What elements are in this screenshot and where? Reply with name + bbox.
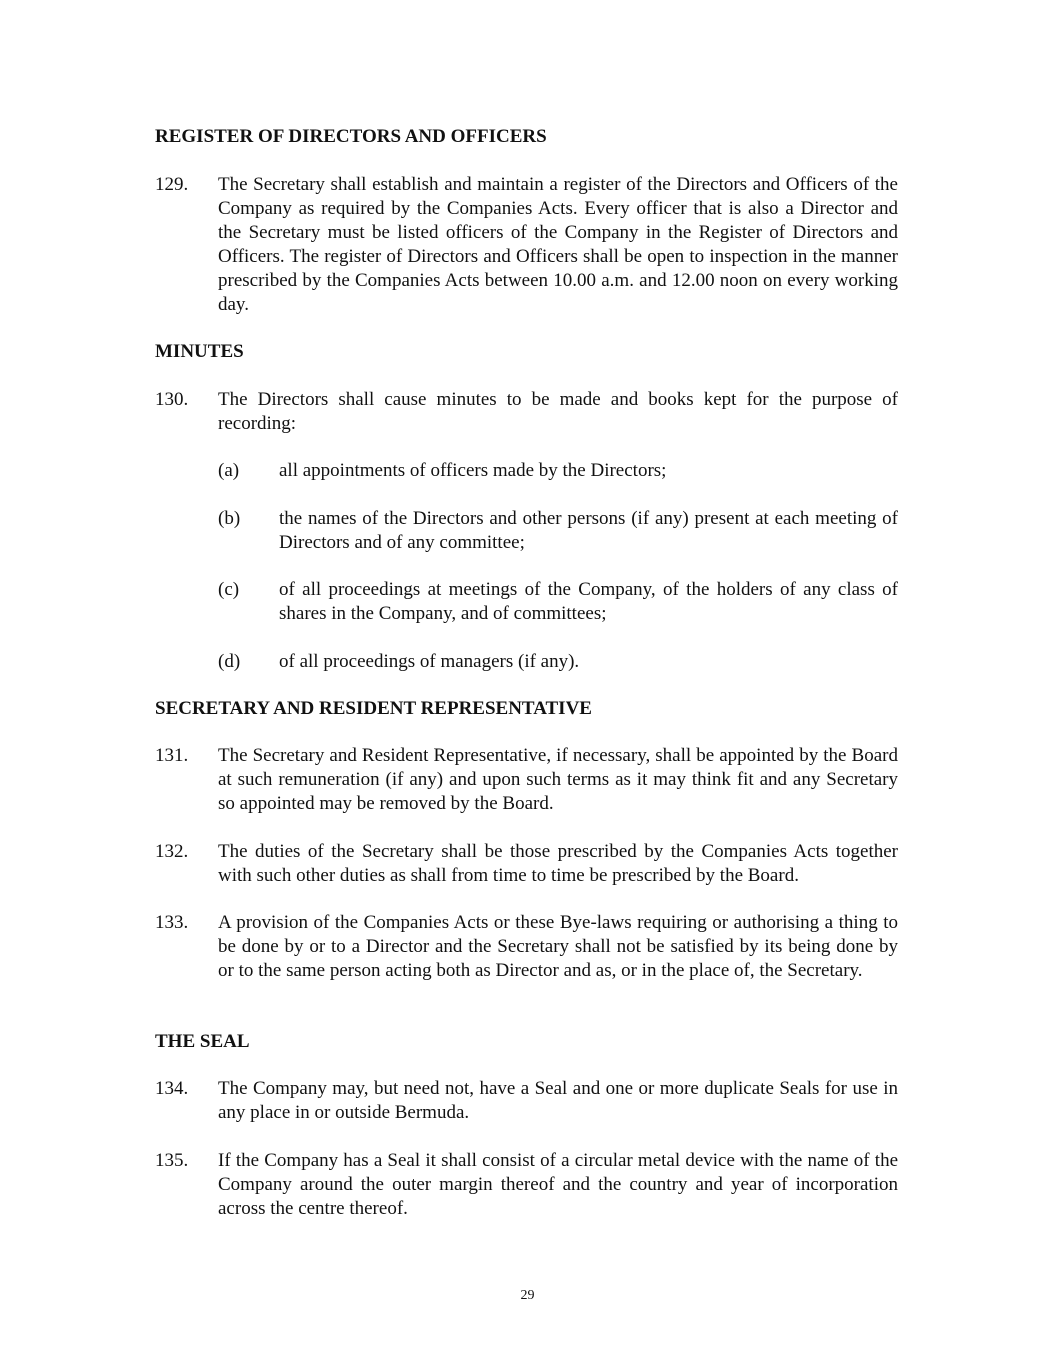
clause-129-number: 129.	[155, 174, 189, 195]
item-b-text: the names of the Directors and other persons (if any) present at each meeting of Directors and of any committee;	[279, 508, 898, 553]
item-d-label: (d)	[218, 651, 241, 672]
heading-the-seal: THE SEAL	[155, 1031, 250, 1052]
heading-secretary: SECRETARY AND RESIDENT REPRESENTATIVE	[155, 698, 592, 719]
clause-135-number: 135.	[155, 1150, 189, 1171]
clause-130-text: The Directors shall cause minutes to be made and books kept for the purpose of recording:	[218, 389, 898, 434]
clause-129-text: The Secretary shall establish and maintain a register of the Directors and Officers of the Company as required by the Companies Acts. Every officer that is also a Director and the Secretary must be listed officers of the Company in the Register of Directors and Officers. The register of Directors and Officers shall be open to inspection in the manner prescribed by the Companies Acts between 10.00 a.m. and 12.00 noon on every working day.	[218, 174, 898, 315]
clause-135-text: If the Company has a Seal it shall consist of a circular metal device with the name of the Company around the outer margin thereof and the country and year of incorporation across the centre thereof.	[218, 1150, 898, 1219]
heading-minutes: MINUTES	[155, 341, 244, 362]
heading-register-of-directors: REGISTER OF DIRECTORS AND OFFICERS	[155, 126, 547, 147]
clause-133-number: 133.	[155, 912, 189, 933]
clause-130-number: 130.	[155, 389, 189, 410]
clause-133-text: A provision of the Companies Acts or these Bye-laws requiring or authorising a thing to be done by or to a Director and the Secretary shall not be satisfied by its being done by or to the same person acting both as Director and as, or in the place of, the Secretary.	[218, 912, 898, 981]
clause-132-text: The duties of the Secretary shall be those prescribed by the Companies Acts together with such other duties as shall from time to time be prescribed by the Board.	[218, 841, 898, 886]
item-b-label: (b)	[218, 508, 241, 529]
item-a-label: (a)	[218, 460, 240, 481]
clause-132-number: 132.	[155, 841, 189, 862]
clause-134-number: 134.	[155, 1078, 189, 1099]
item-d-text: of all proceedings of managers (if any).	[279, 651, 580, 672]
item-a-text: all appointments of officers made by the Directors;	[279, 460, 667, 481]
page-number: 29	[520, 1288, 535, 1303]
item-c-label: (c)	[218, 579, 240, 600]
clause-131-number: 131.	[155, 745, 189, 766]
clause-134-text: The Company may, but need not, have a Seal and one or more duplicate Seals for use in any place in or outside Bermuda.	[218, 1078, 898, 1123]
item-c-text: of all proceedings at meetings of the Company, of the holders of any class of shares in the Company, and of committees;	[279, 579, 898, 624]
clause-131-text: The Secretary and Resident Representative, if necessary, shall be appointed by the Board at such remuneration (if any) and upon such terms as it may think fit and any Secretary so appointed may be removed by the Board.	[218, 745, 898, 814]
